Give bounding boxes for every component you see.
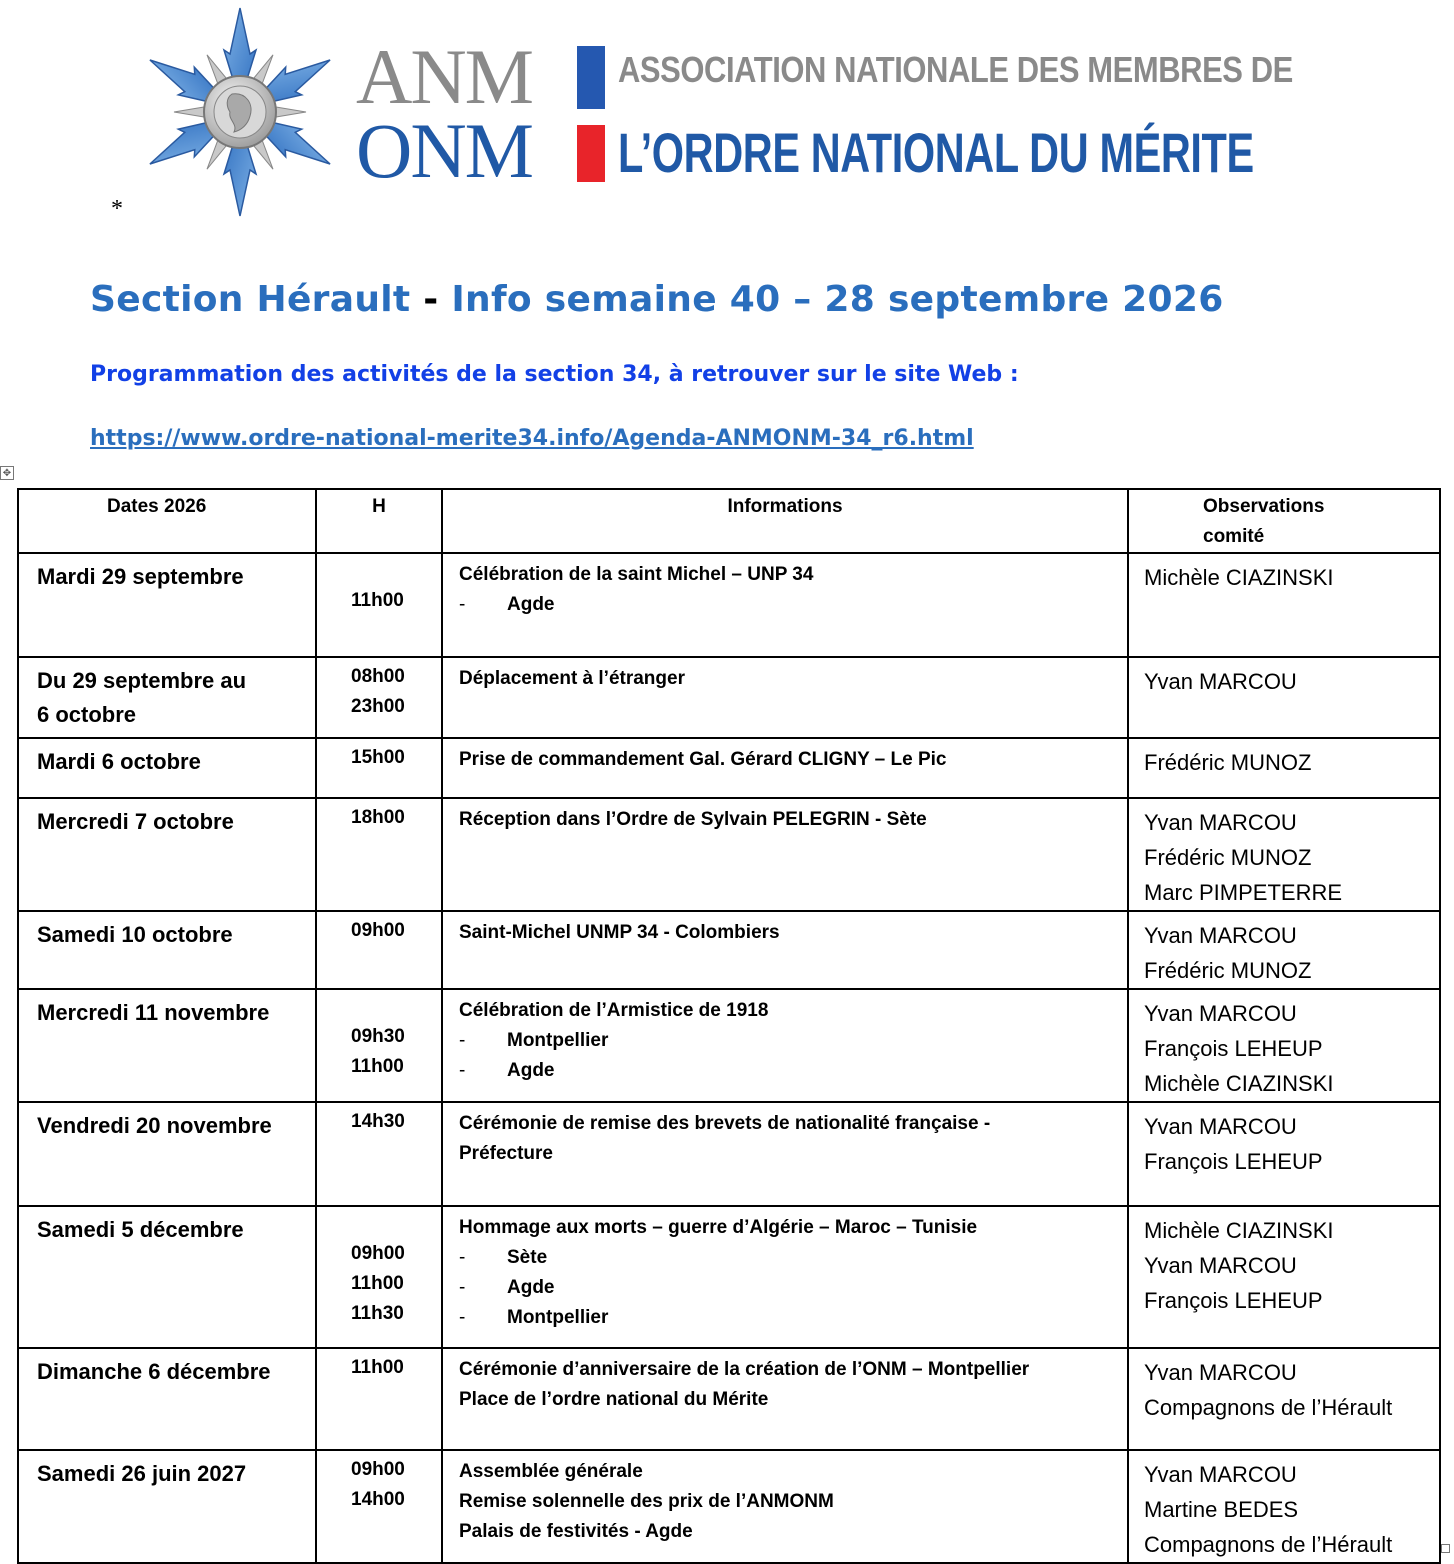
bullet-dash: -: [459, 1307, 466, 1328]
table-move-handle[interactable]: ✥: [0, 466, 14, 480]
cell-hours: [316, 1348, 442, 1450]
hour-value: 08h00: [351, 666, 405, 687]
info-bullet-item: [459, 1026, 1127, 1056]
observer-name: François LEHEUP: [1144, 1149, 1323, 1174]
observer-name: François LEHEUP: [1144, 1036, 1323, 1061]
hour-value: 15h00: [351, 747, 405, 768]
date-line: 6 octobre: [37, 702, 137, 727]
cell-observations: [1128, 1450, 1440, 1563]
cell-observations: [1128, 798, 1440, 911]
date-line: Samedi 5 décembre: [37, 1217, 244, 1242]
info-line: Cérémonie d’anniversaire de la création de l’ONM – Montpellier: [459, 1359, 1030, 1380]
info-line: Célébration de la saint Michel – UNP 34: [459, 564, 814, 585]
hour-value: 09h30: [351, 1026, 405, 1047]
cell-date: [18, 1206, 316, 1348]
cell-informations: [442, 989, 1128, 1102]
date-line: Mardi 6 octobre: [37, 749, 201, 774]
cell-observations: [1128, 1348, 1440, 1450]
info-bullet-item: [459, 1243, 1127, 1273]
bullet-dash: -: [459, 1277, 466, 1298]
date-line: Vendredi 20 novembre: [37, 1113, 272, 1138]
info-line: Réception dans l’Ordre de Sylvain PELEGRIN - Sète: [459, 809, 927, 830]
observer-name: Yvan MARCOU: [1144, 1001, 1297, 1026]
info-line: Préfecture: [459, 1143, 553, 1164]
table-row: [18, 798, 1440, 911]
hour-value: 14h30: [351, 1111, 405, 1132]
agenda-table: [17, 488, 1441, 1564]
bullet-text: Agde: [507, 594, 555, 615]
table-row: [18, 657, 1440, 738]
cell-informations: [442, 798, 1128, 911]
cell-observations: [1128, 1102, 1440, 1206]
cell-date: [18, 911, 316, 989]
table-row: [18, 553, 1440, 657]
cell-informations: [442, 1206, 1128, 1348]
hours-spacer: [351, 994, 441, 1022]
cell-informations: [442, 911, 1128, 989]
hours-spacer: [351, 558, 441, 586]
cell-hours: [316, 657, 442, 738]
cell-observations: [1128, 911, 1440, 989]
bullet-dash: -: [459, 1030, 466, 1051]
table-row: [18, 1206, 1440, 1348]
observer-name: François LEHEUP: [1144, 1288, 1323, 1313]
observer-name: Yvan MARCOU: [1144, 923, 1297, 948]
observer-name: Yvan MARCOU: [1144, 1253, 1297, 1278]
header-observations: [1128, 489, 1440, 553]
cell-observations: [1128, 553, 1440, 657]
info-line: Remise solennelle des prix de l’ANMONM: [459, 1491, 834, 1512]
cell-informations: [442, 657, 1128, 738]
cell-date: [18, 1348, 316, 1450]
hour-value: 18h00: [351, 807, 405, 828]
date-line: Mercredi 11 novembre: [37, 1000, 270, 1025]
table-row: [18, 1102, 1440, 1206]
table-resize-handle[interactable]: [1441, 1544, 1450, 1553]
info-line: Cérémonie de remise des brevets de nationalité française -: [459, 1113, 991, 1134]
observer-name: Yvan MARCOU: [1144, 1462, 1297, 1487]
logo-anm-text: ANM: [356, 33, 533, 120]
asterisk-marker: *: [111, 196, 123, 222]
hour-value: 09h00: [351, 1243, 405, 1264]
cell-hours: [316, 911, 442, 989]
bullet-text: Montpellier: [507, 1030, 609, 1051]
observer-name: Yvan MARCOU: [1144, 1114, 1297, 1139]
observer-name: Yvan MARCOU: [1144, 810, 1297, 835]
cell-observations: [1128, 738, 1440, 798]
association-name-line1: ASSOCIATION NATIONALE DES MEMBRES DE: [618, 49, 1293, 90]
observer-name: Frédéric MUNOZ: [1144, 958, 1312, 983]
hours-spacer: [351, 1211, 441, 1239]
hour-value: 23h00: [351, 696, 405, 717]
date-line: Du 29 septembre au: [37, 668, 247, 693]
cell-hours: [316, 798, 442, 911]
flag-blue-bar: [577, 46, 605, 109]
hour-value: 14h00: [351, 1489, 405, 1510]
cell-date: [18, 989, 316, 1102]
hour-value: 11h00: [351, 1273, 404, 1294]
info-line: Assemblée générale: [459, 1461, 643, 1482]
cell-hours: [316, 1450, 442, 1563]
date-line: Samedi 10 octobre: [37, 922, 233, 947]
observer-name: Michèle CIAZINSKI: [1144, 1071, 1334, 1096]
cell-informations: [442, 1102, 1128, 1206]
info-bullet-item: [459, 1273, 1127, 1303]
info-line: Place de l’ordre national du Mérite: [459, 1389, 769, 1410]
cell-date: [18, 657, 316, 738]
hour-value: 11h00: [351, 1056, 404, 1077]
page-subtitle: Programmation des activités de la section 34, à retrouver sur le site Web :: [90, 362, 1019, 387]
header-dates: Dates 2026: [18, 489, 316, 553]
bullet-text: Agde: [507, 1060, 555, 1081]
cell-informations: [442, 738, 1128, 798]
observer-name: Compagnons de l’Hérault: [1144, 1395, 1393, 1420]
header-hour: H: [316, 489, 442, 553]
info-line: Célébration de l’Armistice de 1918: [459, 1000, 769, 1021]
observer-name: Marc PIMPETERRE: [1144, 880, 1343, 905]
date-line: Mercredi 7 octobre: [37, 809, 234, 834]
info-line: Hommage aux morts – guerre d’Algérie – Maroc – Tunisie: [459, 1217, 978, 1238]
table-row: [18, 1348, 1440, 1450]
cell-hours: [316, 738, 442, 798]
observer-name: Frédéric MUNOZ: [1144, 750, 1312, 775]
association-name-line2: L’ORDRE NATIONAL DU MÉRITE: [618, 121, 1254, 184]
table-row: [18, 738, 1440, 798]
title-week: Info semaine 40 – 28 septembre 2026: [451, 279, 1224, 320]
hour-value: 09h00: [351, 920, 405, 941]
bullet-text: Sète: [507, 1247, 548, 1268]
cell-date: [18, 1450, 316, 1563]
cell-date: [18, 738, 316, 798]
cell-date: [18, 1102, 316, 1206]
cell-hours: [316, 1102, 442, 1206]
table-row: [18, 1450, 1440, 1563]
info-line: Saint-Michel UNMP 34 - Colombiers: [459, 922, 780, 943]
cell-observations: [1128, 989, 1440, 1102]
observer-name: Yvan MARCOU: [1144, 1360, 1297, 1385]
cell-informations: [442, 1450, 1128, 1563]
cell-hours: [316, 1206, 442, 1348]
table-header-row: [18, 489, 1440, 553]
bullet-dash: -: [459, 1060, 466, 1081]
flag-red-bar: [577, 125, 605, 182]
table-row: [18, 989, 1440, 1102]
header-observations-line2: comité: [1203, 526, 1265, 547]
info-line: Palais de festivités - Agde: [459, 1521, 693, 1542]
observer-name: Michèle CIAZINSKI: [1144, 565, 1334, 590]
observer-name: Frédéric MUNOZ: [1144, 845, 1312, 870]
header-informations: Informations: [442, 489, 1128, 553]
date-line: Dimanche 6 décembre: [37, 1359, 271, 1384]
cell-hours: [316, 989, 442, 1102]
title-section: Section Hérault: [90, 279, 411, 320]
bullet-text: Agde: [507, 1277, 555, 1298]
info-line: Prise de commandement Gal. Gérard CLIGNY – Le Pic: [459, 749, 947, 770]
cell-informations: [442, 553, 1128, 657]
table-row: [18, 911, 1440, 989]
cell-informations: [442, 1348, 1128, 1450]
info-bullet-item: [459, 590, 1127, 620]
logo-onm-text: ONM: [356, 107, 533, 194]
page-title: [90, 276, 1224, 324]
title-separator: -: [410, 279, 452, 320]
cell-observations: [1128, 657, 1440, 738]
header-observations-line1: Observations: [1203, 496, 1325, 517]
date-line: Samedi 26 juin 2027: [37, 1461, 247, 1486]
hour-value: 11h30: [351, 1303, 404, 1324]
info-bullet-item: [459, 1056, 1127, 1086]
agenda-link[interactable]: https://www.ordre-national-merite34.info/Agenda-ANMONM-34_r6.html: [90, 426, 974, 451]
bullet-dash: -: [459, 1247, 466, 1268]
date-line: Mardi 29 septembre: [37, 564, 244, 589]
observer-name: Yvan MARCOU: [1144, 669, 1297, 694]
cell-date: [18, 798, 316, 911]
hour-value: 09h00: [351, 1459, 405, 1480]
cell-date: [18, 553, 316, 657]
observer-name: Michèle CIAZINSKI: [1144, 1218, 1334, 1243]
cell-hours: [316, 553, 442, 657]
info-line: Déplacement à l’étranger: [459, 668, 685, 689]
hour-value: 11h00: [351, 590, 404, 611]
info-bullet-item: [459, 1303, 1127, 1333]
cell-observations: [1128, 1206, 1440, 1348]
observer-name: Martine BEDES: [1144, 1497, 1299, 1522]
bullet-text: Montpellier: [507, 1307, 609, 1328]
hour-value: 11h00: [351, 1357, 404, 1378]
observer-name: Compagnons de l’Hérault: [1144, 1532, 1393, 1557]
bullet-dash: -: [459, 594, 466, 615]
onm-medal-logo: [130, 2, 350, 222]
